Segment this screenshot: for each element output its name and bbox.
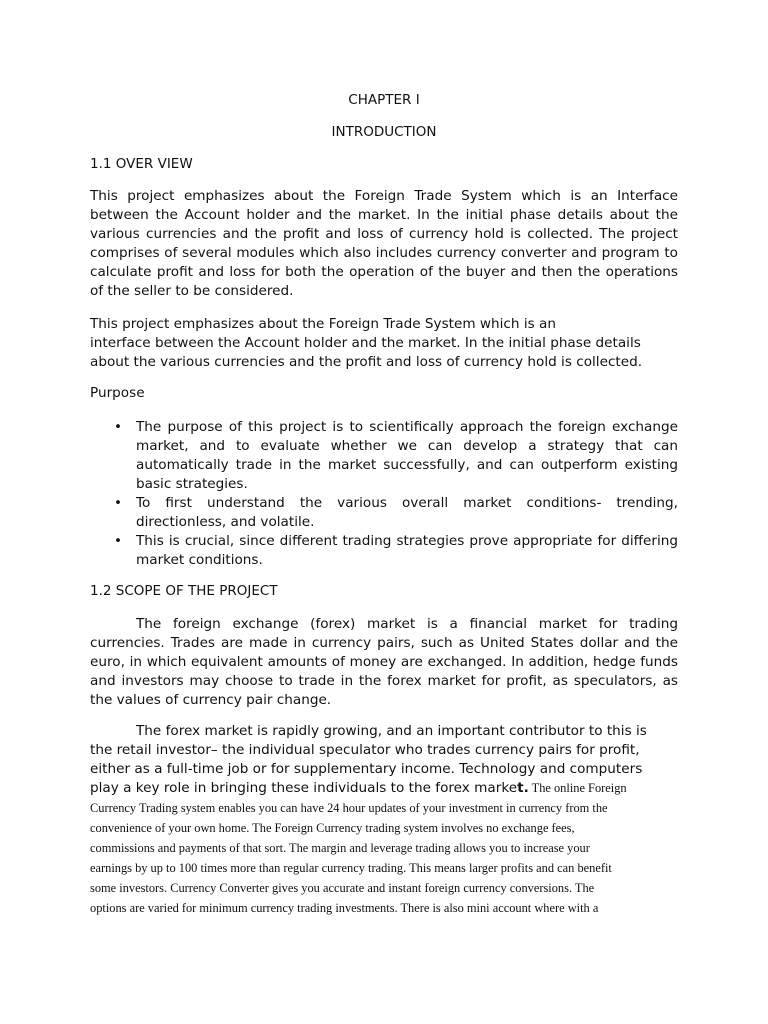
- overview-paragraph-2-line: about the various currencies and the profit and loss of currency hold is collected.: [90, 354, 643, 370]
- scope-serif-line: convenience of your own home. The Foreign Currency trading system involves no exchange fees,: [90, 821, 575, 835]
- chapter-heading: CHAPTER I: [348, 92, 420, 108]
- bullet-icon: •: [114, 533, 123, 549]
- list-item-text: The purpose of this project is to scientifically approach the foreign exchange market, and to evaluate whether we can develop a strategy that can automatically trade in the market successfully, and can outperform existing basic strategies.: [136, 419, 678, 492]
- scope-paragraph-2-line: The forex market is rapidly growing, and an important contributor to this is: [136, 723, 647, 739]
- bullet-icon: •: [114, 419, 123, 435]
- scope-paragraph-2-text-bold: t.: [517, 780, 529, 796]
- purpose-label: Purpose: [90, 385, 145, 401]
- overview-paragraph-2-line: interface between the Account holder and the market. In the initial phase details: [90, 335, 641, 351]
- overview-paragraph-2: [90, 315, 678, 372]
- scope-serif-line: commissions and payments of that sort. The margin and leverage trading allows you to increase your: [90, 841, 590, 855]
- scope-paragraph-2-line: either as a full-time job or for supplementary income. Technology and computers: [90, 761, 643, 777]
- scope-paragraph-2-line: the retail investor– the individual speculator who trades currency pairs for profit,: [90, 742, 640, 758]
- overview-heading: 1.1 OVER VIEW: [90, 156, 193, 172]
- overview-paragraph-1: This project emphasizes about the Foreign Trade System which is an Interface between the Account holder and the market. In the initial phase details about the various currencies and the profit and loss of currency hold is collected. The project comprises of several modules which also includes currency converter and program to calculate profit and loss for both the operation of the buyer and then the operations of the seller to be considered.: [90, 188, 678, 299]
- list-item: [90, 494, 678, 532]
- scope-serif-line: some investors. Currency Converter gives you accurate and instant foreign currency conversions. The: [90, 881, 595, 895]
- scope-paragraph-2-text-serif: The online Foreign: [528, 781, 627, 795]
- scope-serif-line: Currency Trading system enables you can have 24 hour updates of your investment in currency from the: [90, 801, 608, 815]
- bullet-icon: •: [114, 495, 123, 511]
- scope-paragraph-2-line: [90, 779, 678, 798]
- scope-paragraph-1: The foreign exchange (forex) market is a financial market for trading currencies. Trades are made in currency pairs, such as United States dollar and the euro, in which equivalent amounts of money are exchanged. In addition, hedge funds and investors may choose to trade in the forex market for profit, as speculators, as the values of currency pair change.: [90, 616, 678, 708]
- overview-paragraph-2-line: This project emphasizes about the Foreign Trade System which is an: [90, 316, 556, 332]
- list-item-text: This is crucial, since different trading strategies prove appropriate for differing market conditions.: [136, 533, 678, 568]
- list-item: [90, 418, 678, 494]
- scope-paragraph-2: [90, 722, 678, 918]
- list-item-text: To first understand the various overall market conditions- trending, directionless, and volatile.: [136, 495, 678, 530]
- scope-heading: 1.2 SCOPE OF THE PROJECT: [90, 583, 278, 599]
- purpose-bullet-list: [90, 418, 678, 570]
- scope-serif-line: options are varied for minimum currency trading investments. There is also mini account where with a: [90, 901, 599, 915]
- scope-serif-line: earnings by up to 100 times more than regular currency trading. This means larger profits and can benefit: [90, 861, 612, 875]
- list-item: [90, 532, 678, 570]
- introduction-heading: INTRODUCTION: [331, 124, 437, 140]
- scope-paragraph-2-text: play a key role in bringing these individuals to the forex marke: [90, 780, 518, 796]
